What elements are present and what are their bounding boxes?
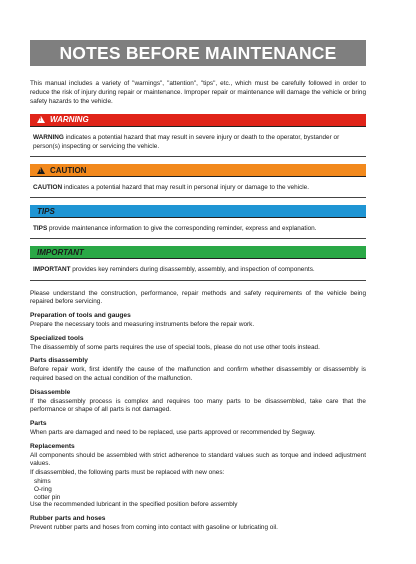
caution-keyword: CAUTION	[33, 184, 63, 192]
section-title: Disassemble	[30, 388, 71, 396]
section-body: When parts are damaged and need to be replaced, use parts approved or recommended by Segway.	[30, 428, 316, 436]
section-body: All components should be assembled with strict adherence to standard values such as torque and indeed adjustment values.	[30, 451, 366, 468]
section-body: The disassembly of some parts requires the use of special tools, please do not use other tools instead.	[30, 343, 320, 351]
tips-description: provide maintenance information to give the corresponding reminder, express and explanation.	[47, 225, 317, 233]
tips-label: TIPS	[37, 206, 55, 216]
caution-bar	[30, 164, 366, 177]
section-body: Prepare the necessary tools and measuring instruments before the repair work.	[30, 321, 255, 329]
section-replacements	[30, 443, 366, 510]
section-title: Parts disassembly	[30, 357, 88, 365]
section-body-2: If disassembled, the following parts must be replaced with new ones:	[30, 469, 225, 477]
warning-keyword: WARNING	[33, 133, 64, 141]
page-title-bar	[30, 40, 366, 66]
tips-bar	[30, 205, 366, 218]
section-title: Rubber parts and hoses	[30, 515, 106, 523]
section-body: Prevent rubber parts and hoses from coming into contact with gasoline or lubricating oil.	[30, 523, 278, 531]
page	[30, 40, 366, 533]
caution-notice	[30, 164, 366, 198]
section-disassemble	[30, 389, 366, 415]
warning-text	[30, 127, 366, 157]
important-label: IMPORTANT	[37, 247, 84, 257]
body-intro: Please understand the construction, performance, repair methods and safety requirements of the vehicle being repaired before servicing.	[30, 289, 366, 306]
section-specialized-tools	[30, 335, 366, 353]
caution-text	[30, 177, 366, 198]
tips-text	[30, 218, 366, 239]
intro-paragraph: This manual includes a variety of "warnings", "attention", "tips", etc., which must be carefully followed in order to reduce the risk of injury during repair or maintenance. Improper repair or maintenance will damage the vehicle or bring safety hazards to the vehicle.	[30, 80, 366, 106]
warning-description: indicates a potential hazard that may result in severe injury or death to the operator, bystander or person(s) inspecting or servicing the vehicle.	[33, 133, 340, 150]
list-item: O-ring	[34, 485, 52, 493]
section-rubber-parts	[30, 515, 366, 533]
page-title: NOTES BEFORE MAINTENANCE	[59, 42, 337, 63]
section-body-3: Use the recommended lubricant in the specified position before assembly	[30, 501, 238, 509]
section-body: If the disassembly process is complex and requires too many parts to be disassembled, take care that the performance or shape of all parts is not damaged.	[30, 397, 366, 414]
section-title: Specialized tools	[30, 334, 84, 342]
important-bar	[30, 246, 366, 259]
important-keyword: IMPORTANT	[33, 266, 71, 274]
warning-notice	[30, 114, 366, 157]
important-notice	[30, 246, 366, 280]
warning-triangle-icon	[37, 116, 45, 123]
section-title: Preparation of tools and gauges	[30, 312, 131, 320]
important-text	[30, 259, 366, 280]
caution-label: CAUTION	[50, 165, 87, 175]
section-body: Before repair work, first identify the cause of the malfunction and confirm whether disassembly or disassembly is required based on the actual condition of the malfunction.	[30, 366, 366, 382]
section-title: Replacements	[30, 442, 75, 450]
list-item: cotter pin	[34, 493, 61, 501]
caution-description: indicates a potential hazard that may result in personal injury or damage to the vehicle.	[62, 184, 310, 192]
section-preparation	[30, 312, 366, 330]
list-item: shims	[34, 477, 51, 485]
section-title: Parts	[30, 420, 47, 428]
section-parts-disassembly	[30, 357, 366, 383]
warning-bar	[30, 114, 366, 127]
caution-triangle-icon	[37, 167, 45, 174]
tips-keyword: TIPS	[33, 225, 48, 233]
section-parts	[30, 420, 366, 438]
warning-label: WARNING	[50, 115, 89, 125]
important-description: provides key reminders during disassembly, assembly, and inspection of components.	[70, 266, 315, 274]
tips-notice	[30, 205, 366, 239]
